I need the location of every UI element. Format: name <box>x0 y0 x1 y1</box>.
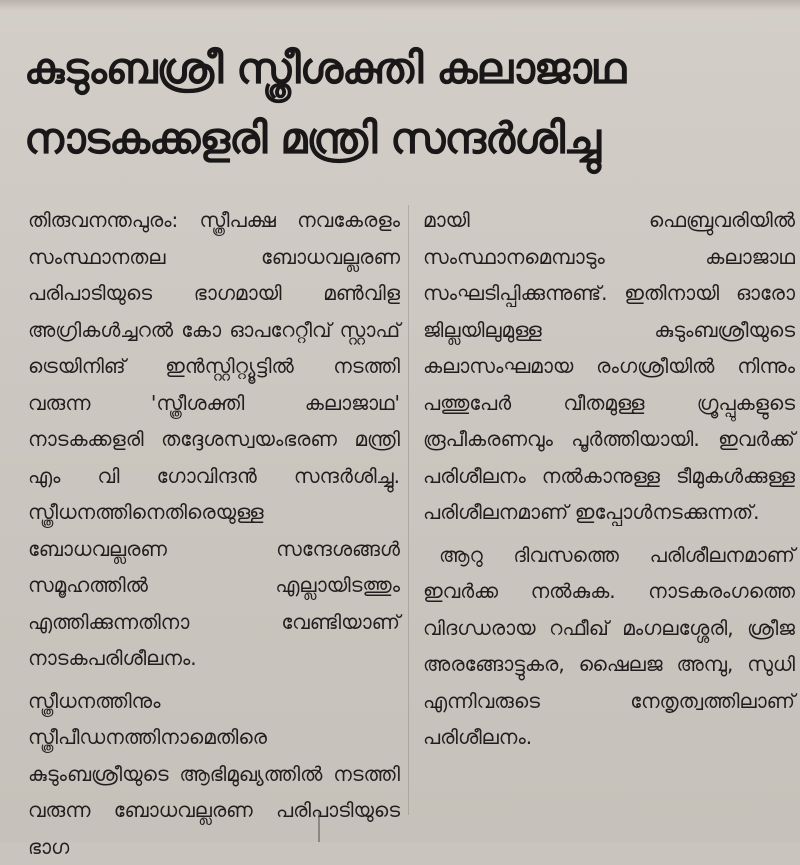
paper-edge <box>0 0 800 10</box>
body-paragraph: സ്ത്രീധനത്തിനും സ്ത്രീപീഡനത്തിനാമെതിരെ കുടുംബശ്രീയുടെ ആഭിമുഖ്യത്തിൽ നടത്തി വരുന്ന ബോധവല്ലരണ പരിപാടിയുടെ ഭാഗ <box>28 683 400 865</box>
column-divider <box>408 205 409 815</box>
headline <box>24 34 784 174</box>
body-paragraph: തിരുവനന്തപുരം: സ്ത്രീപക്ഷ നവകേരളം സംസ്ഥാനതല ബോധവല്ലരണ പരിപാടിയുടെ ഭാഗമായി മൺവിള അഗ്രികൾച്ചറൽ കോ ഓപറേറ്റീവ് സ്റ്റാഫ് ട്രെയിനിങ് ഇൻസ്റ്റിറ്റ്യൂട്ടിൽ നടത്തി വരുന്ന 'സ്ത്രീശക്തി കലാജാഥ' നാടകക്കളരി തദ്ദേശസ്വയംഭരണ മന്ത്രി എം വി ഗോവിന്ദൻ സന്ദർശിച്ചു. സ്ത്രീധനത്തിനെതിരെയുള്ള ബോധവല്ലരണ സന്ദേശങ്ങൾ സമൂഹത്തിൽ എല്ലായിടത്തും എത്തിക്കുന്നതിനാ വേണ്ടിയാണ് നാടകപരിശീലനം. <box>28 202 400 677</box>
body-paragraph: ആറു ദിവസത്തെ പരിശീലനമാണ് ഇവർക്ക നൽകുക. നാടകരംഗത്തെ വിദഗ്ധരായ റഫീഖ് മംഗലശ്ശേരി, ശ്രീജ അരങ്ങോട്ടുകര, ഷൈലജ അമ്പു, സുധി എന്നിവരുടെ നേതൃത്വത്തിലാണ് പരിശീലനം. <box>423 537 795 756</box>
article-column-left <box>28 202 400 865</box>
fold-mark <box>318 812 320 842</box>
headline-line-1: കുടുംബശ്രീ സ്ത്രീശക്തി കലാജാഥ <box>24 34 784 104</box>
headline-line-2: നാടകക്കളരി മന്ത്രി സന്ദർശിച്ചു <box>24 104 784 174</box>
article-column-right <box>423 202 795 756</box>
body-paragraph: മായി ഫെബ്രുവരിയിൽ സംസ്ഥാനമെമ്പാടും കലാജാഥ സംഘടിപ്പിക്കുന്നുണ്ട്. ഇതിനായി ഓരോ ജില്ലയിലുമുള്ള കുടുംബശ്രീയുടെ കലാസംഘമായ രംഗശ്രീയിൽ നിന്നും പത്തുപേർ വീതമുള്ള ഗ്രൂപ്പുകളുടെ രൂപീകരണവും പൂർത്തിയായി. ഇവർക്ക് പരിശീലനം നൽകാനുള്ള ടീമുകൾക്കുള്ള പരിശീലനമാണ് ഇപ്പോൾനടക്കുന്നത്. <box>423 202 795 531</box>
